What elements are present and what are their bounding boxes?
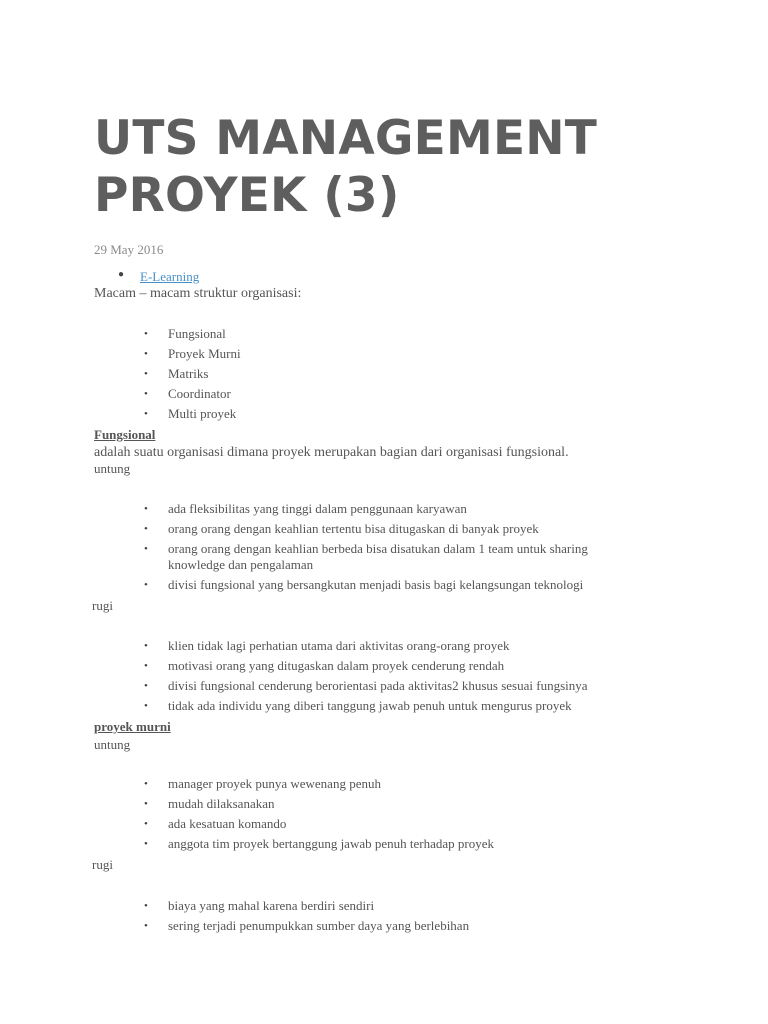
list-item: • sering terjadi penumpukkan sumber daya yang berlebihan <box>168 918 638 934</box>
list-item: • orang orang dengan keahlian berbeda bisa disatukan dalam 1 team untuk sharing knowledge dan pengalaman <box>168 541 638 573</box>
list-item: • Coordinator <box>168 386 638 402</box>
structure-list <box>168 326 638 426</box>
proyek-murni-untung-list <box>168 776 638 856</box>
list-item: • biaya yang mahal karena berdiri sendiri <box>168 898 638 914</box>
section-heading-proyek-murni: proyek murni <box>94 719 171 734</box>
list-item: • divisi fungsional cenderung berorientasi pada aktivitas2 khusus sesuai fungsinya <box>168 678 638 694</box>
intro-text: Macam – macam struktur organisasi: <box>94 286 302 301</box>
list-item: • orang orang dengan keahlian tertentu bisa ditugaskan di banyak proyek <box>168 521 638 537</box>
list-item: • manager proyek punya wewenang penuh <box>168 776 638 792</box>
list-item: • mudah dilaksanakan <box>168 796 638 812</box>
fungsional-untung-list <box>168 501 638 597</box>
fungsional-description: adalah suatu organisasi dimana proyek merupakan bagian dari organisasi fungsional. <box>94 445 569 460</box>
fungsional-rugi-label: rugi <box>92 598 113 613</box>
list-item: • divisi fungsional yang bersangkutan menjadi basis bagi kelangsungan teknologi <box>168 577 638 593</box>
list-item: • tidak ada individu yang diberi tanggung jawab penuh untuk mengurus proyek <box>168 698 638 714</box>
list-item: • ada fleksibilitas yang tinggi dalam penggunaan karyawan <box>168 501 638 517</box>
list-item: • ada kesatuan komando <box>168 816 638 832</box>
proyek-murni-untung-label: untung <box>94 737 131 752</box>
list-item: • anggota tim proyek bertanggung jawab penuh terhadap proyek <box>168 836 638 852</box>
section-heading-fungsional: Fungsional <box>94 427 156 442</box>
post-date: 29 May 2016 <box>94 242 164 257</box>
list-item: • Proyek Murni <box>168 346 638 362</box>
list-item: • Matriks <box>168 366 638 382</box>
category-item <box>118 269 200 285</box>
list-item: • Multi proyek <box>168 406 638 422</box>
fungsional-rugi-list <box>168 638 638 718</box>
bullet-icon: ● <box>118 269 125 280</box>
proyek-murni-rugi-label: rugi <box>92 857 113 872</box>
proyek-murni-rugi-list <box>168 898 638 938</box>
list-item: • klien tidak lagi perhatian utama dari aktivitas orang-orang proyek <box>168 638 638 654</box>
list-item: • Fungsional <box>168 326 638 342</box>
fungsional-untung-label: untung <box>94 461 131 476</box>
category-link[interactable]: E-Learning <box>140 269 200 284</box>
page-title: UTS MANAGEMENT PROYEK (3) <box>94 111 598 223</box>
list-item: • motivasi orang yang ditugaskan dalam proyek cenderung rendah <box>168 658 638 674</box>
